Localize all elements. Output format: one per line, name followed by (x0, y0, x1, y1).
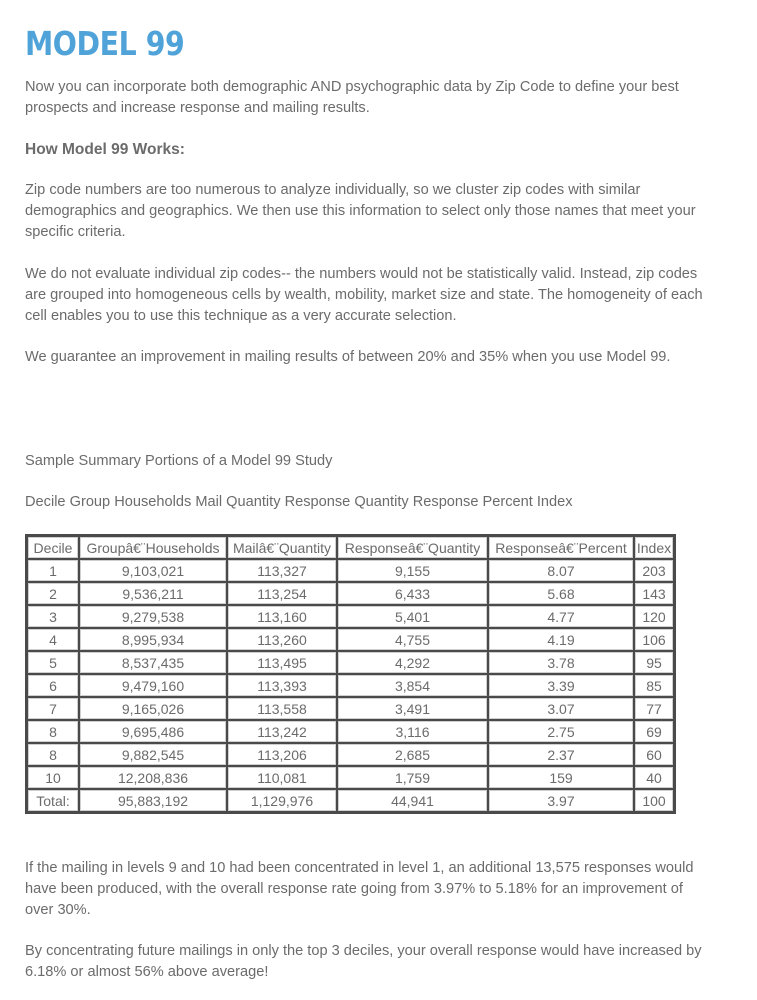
header-decile: Decile (27, 536, 79, 559)
table-row (27, 559, 674, 582)
decile-cell: 3 (27, 605, 79, 628)
mail-quantity-cell: 113,260 (227, 628, 337, 651)
page-title: MODEL 99 (25, 24, 185, 63)
response-quantity-cell: 5,401 (337, 605, 488, 628)
response-quantity-cell: 3,854 (337, 674, 488, 697)
paragraph-guarantee: We guarantee an improvement in mailing results of between 20% and 35% when you use Model 99. (25, 349, 671, 365)
mail-quantity-cell: 113,327 (227, 559, 337, 582)
table-row (27, 628, 674, 651)
decile-cell: 8 (27, 743, 79, 766)
decile-cell: 5 (27, 651, 79, 674)
response-percent-cell: 2.75 (488, 720, 634, 743)
index-cell: 100 (634, 789, 674, 812)
response-quantity-cell: 2,685 (337, 743, 488, 766)
response-percent-cell: 8.07 (488, 559, 634, 582)
conclusion-top-3-deciles: By concentrating future mailings in only the top 3 deciles, your overall response would have increased by 6.18% or almost 56% above average! (25, 943, 702, 980)
response-quantity-cell: 4,755 (337, 628, 488, 651)
index-cell: 77 (634, 697, 674, 720)
conclusion-levels-9-10: If the mailing in levels 9 and 10 had been concentrated in level 1, an additional 13,575 responses would have been produced, with the overall response rate going from 3.97% to 5.18% for an improvement of over 30%. (25, 860, 694, 918)
index-cell: 40 (634, 766, 674, 789)
mail-quantity-cell: 113,206 (227, 743, 337, 766)
paragraph-homogeneous-cells: We do not evaluate individual zip codes-- the numbers would not be statistically valid. Instead, zip codes are grouped into homogeneous cells by wealth, mobility, market size and state. The homogeneity of each cell enables you to use this technique as a very accurate selection. (25, 266, 703, 324)
response-percent-cell: 5.68 (488, 582, 634, 605)
response-percent-cell: 3.78 (488, 651, 634, 674)
mail-quantity-cell: 113,160 (227, 605, 337, 628)
header-mail-quantity: Mailâ€¨Quantity (227, 536, 337, 559)
header-response-quantity: Responseâ€¨Quantity (337, 536, 488, 559)
decile-cell: 10 (27, 766, 79, 789)
mail-quantity-cell: 113,495 (227, 651, 337, 674)
group-households-cell: 9,103,021 (79, 559, 227, 582)
response-quantity-cell: 44,941 (337, 789, 488, 812)
response-quantity-cell: 4,292 (337, 651, 488, 674)
table-row (27, 674, 674, 697)
group-households-cell: 9,882,545 (79, 743, 227, 766)
response-percent-cell: 3.97 (488, 789, 634, 812)
group-households-cell: 9,479,160 (79, 674, 227, 697)
response-quantity-cell: 3,491 (337, 697, 488, 720)
decile-cell: 7 (27, 697, 79, 720)
response-percent-cell: 4.77 (488, 605, 634, 628)
mail-quantity-cell: 113,242 (227, 720, 337, 743)
response-percent-cell: 3.39 (488, 674, 634, 697)
index-cell: 203 (634, 559, 674, 582)
header-index: Index (634, 536, 674, 559)
decile-cell: 4 (27, 628, 79, 651)
response-percent-cell: 3.07 (488, 697, 634, 720)
decile-cell: Total: (27, 789, 79, 812)
group-households-cell: 9,536,211 (79, 582, 227, 605)
intro-paragraph: Now you can incorporate both demographic AND psychographic data by Zip Code to define your best prospects and increase response and mailing results. (25, 79, 679, 116)
sample-caption: Sample Summary Portions of a Model 99 Study (25, 453, 333, 469)
group-households-cell: 8,995,934 (79, 628, 227, 651)
index-cell: 120 (634, 605, 674, 628)
index-cell: 95 (634, 651, 674, 674)
index-cell: 143 (634, 582, 674, 605)
mail-quantity-cell: 113,393 (227, 674, 337, 697)
group-households-cell: 9,695,486 (79, 720, 227, 743)
table-row (27, 743, 674, 766)
response-percent-cell: 2.37 (488, 743, 634, 766)
response-quantity-cell: 6,433 (337, 582, 488, 605)
table-row (27, 766, 674, 789)
response-percent-cell: 4.19 (488, 628, 634, 651)
decile-cell: 6 (27, 674, 79, 697)
table-row (27, 697, 674, 720)
table-row (27, 605, 674, 628)
table-row (27, 651, 674, 674)
response-quantity-cell: 3,116 (337, 720, 488, 743)
mail-quantity-cell: 1,129,976 (227, 789, 337, 812)
mail-quantity-cell: 110,081 (227, 766, 337, 789)
paragraph-clustering: Zip code numbers are too numerous to analyze individually, so we cluster zip codes with similar demographics and geographics. We then use this information to select only those names that meet your specific criteria. (25, 182, 696, 240)
mail-quantity-cell: 113,558 (227, 697, 337, 720)
table-header-row (27, 536, 674, 559)
response-quantity-cell: 9,155 (337, 559, 488, 582)
header-response-percent: Responseâ€¨Percent (488, 536, 634, 559)
group-households-cell: 12,208,836 (79, 766, 227, 789)
columns-caption: Decile Group Households Mail Quantity Response Quantity Response Percent Index (25, 494, 573, 510)
index-cell: 106 (634, 628, 674, 651)
group-households-cell: 95,883,192 (79, 789, 227, 812)
index-cell: 85 (634, 674, 674, 697)
response-quantity-cell: 1,759 (337, 766, 488, 789)
group-households-cell: 8,537,435 (79, 651, 227, 674)
index-cell: 60 (634, 743, 674, 766)
group-households-cell: 9,165,026 (79, 697, 227, 720)
how-it-works-heading: How Model 99 Works: (25, 141, 185, 158)
decile-cell: 8 (27, 720, 79, 743)
table-row (27, 582, 674, 605)
decile-cell: 1 (27, 559, 79, 582)
decile-table (25, 534, 676, 814)
group-households-cell: 9,279,538 (79, 605, 227, 628)
table-total-row (27, 789, 674, 812)
decile-cell: 2 (27, 582, 79, 605)
response-percent-cell: 159 (488, 766, 634, 789)
mail-quantity-cell: 113,254 (227, 582, 337, 605)
header-group-households: Groupâ€¨Households (79, 536, 227, 559)
index-cell: 69 (634, 720, 674, 743)
table-row (27, 720, 674, 743)
